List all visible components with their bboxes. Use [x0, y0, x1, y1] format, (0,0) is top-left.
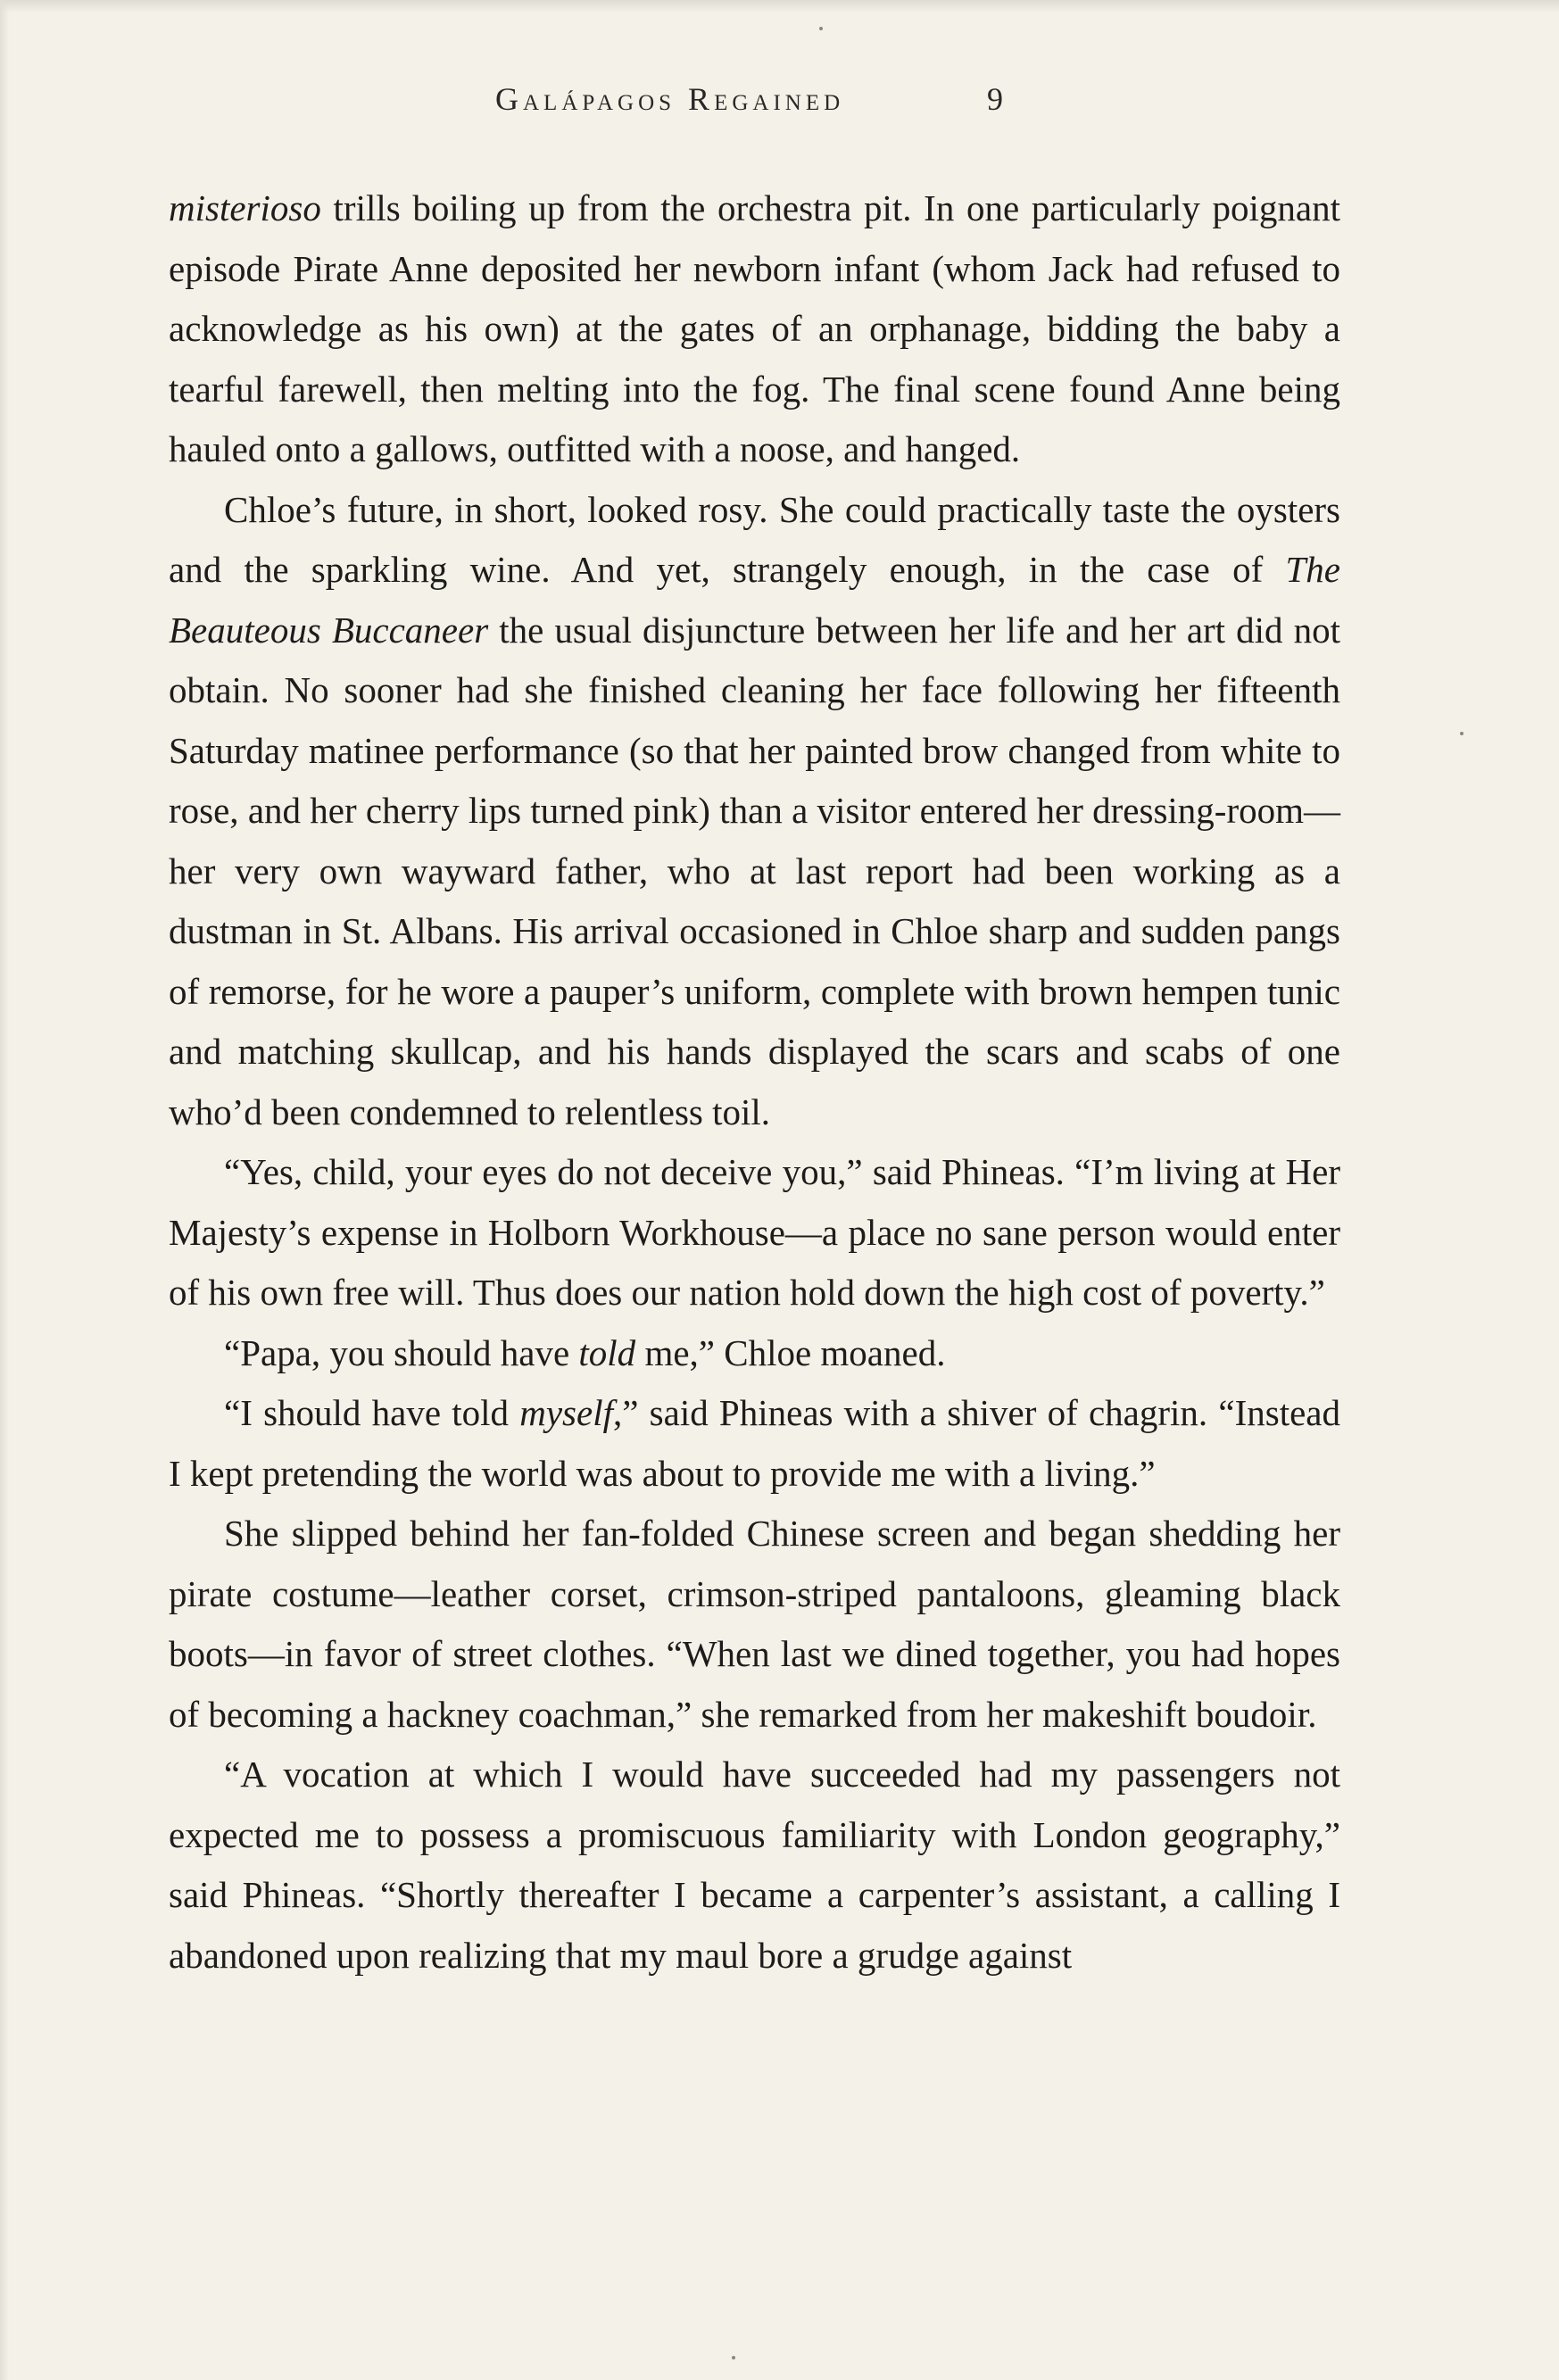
paper-speck	[1460, 732, 1464, 735]
page-edge-shadow	[0, 0, 1559, 12]
text-run: the usual disjuncture between her life and her art did not obtain. No sooner had she finished cleaning her face following her fifteenth Saturday matinee performance (so that her painted brow changed from white to rose, and her cherry lips turned pink) than a visitor entered her dressing-room—her very own wayward father, who at last report had been working as a dustman in St. Albans. His arrival occasioned in Chloe sharp and sudden pangs of remorse, for he wore a pauper’s uniform, complete with brown hempen tunic and matching skullcap, and his hands displayed the scars and scabs of one who’d been condemned to relentless toil.	[169, 609, 1341, 1132]
text-run: “Yes, child, your eyes do not deceive you,” said Phineas. “I’m living at Her Majesty’s expense in Holborn Workhouse—a place no sane person would enter of his own free will. Thus does our nation hold down the high cost of poverty.”	[169, 1151, 1340, 1313]
italic-text: myself	[519, 1392, 613, 1433]
running-head	[0, 80, 1559, 125]
page-number: 9	[987, 81, 1003, 117]
paragraph	[169, 1323, 1340, 1384]
paragraph	[169, 1745, 1340, 1986]
italic-text: misterioso	[169, 187, 321, 228]
paper-speck	[819, 27, 823, 30]
paper-speck	[732, 2356, 735, 2359]
paragraph	[169, 178, 1340, 480]
running-title: Galápagos Regained	[495, 81, 845, 117]
text-run: me,” Chloe moaned.	[635, 1331, 946, 1373]
page-gutter-shadow	[0, 0, 9, 2380]
italic-text: The Beauteous Buccaneer	[169, 549, 1340, 651]
text-run: “Papa, you should have	[224, 1331, 579, 1373]
text-run: Chloe’s future, in short, looked rosy. She could practically taste the oysters and the sparkling wine. And yet, strangely enough, in the case of	[169, 488, 1340, 590]
text-run: She slipped behind her fan-folded Chinese screen and began shedding her pirate costume—leather corset, crimson-striped pantaloons, gleaming black boots—in favor of street clothes. “When last we dined together, you had hopes of becoming a hackney coachman,” she remarked from her makeshift boudoir.	[169, 1513, 1340, 1735]
italic-text: told	[578, 1331, 636, 1373]
text-run: trills boiling up from the orchestra pit. In one particularly poignant episode Pirate Anne deposited her newborn infant (whom Jack had refused to acknowledge as his own) at the gates of an orphanage, bidding the baby a tearful farewell, then melting into the fog. The final scene found Anne being hauled onto a gallows, outfitted with a noose, and hanged.	[169, 187, 1340, 469]
text-run: “I should have told	[224, 1392, 520, 1433]
text-run: “A vocation at which I would have succeeded had my passengers not expected me to possess a promiscuous familiarity with London geography,” said Phineas. “Shortly thereafter I became a carpenter’s assistant, a calling I abandoned upon realizing that my maul bore a grudge against	[169, 1754, 1340, 1976]
paragraph	[169, 1504, 1340, 1745]
text-run: ,” said Phineas with a shiver of chagrin. “Instead I kept pretending the world was about to provide me with a living.”	[169, 1392, 1340, 1494]
paragraph	[169, 1142, 1340, 1323]
paragraph	[169, 1383, 1340, 1504]
body-text	[169, 178, 1340, 1986]
paragraph	[169, 480, 1340, 1143]
